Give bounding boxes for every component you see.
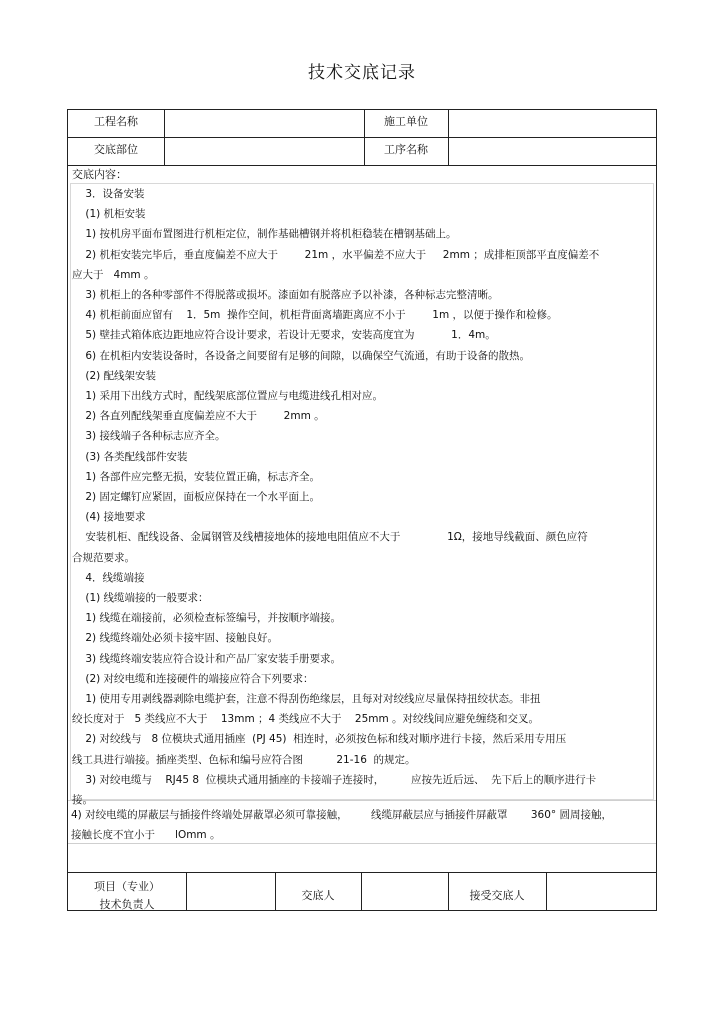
handover-person-label: 交底人: [301, 889, 335, 902]
process-name-value[interactable]: [452, 143, 652, 161]
content-line: 2) 各直列配线架垂直度偏差应不大于 2mm 。: [72, 410, 325, 423]
content-line: 应大于 4mm 。: [72, 268, 155, 281]
construction-unit-value[interactable]: [452, 115, 652, 133]
content-line: 安装机柜、配线设备、金属钢管及线槽接地体的接地电阻值应不大于 1Ω，接地导线截面、颜色应符: [72, 531, 588, 544]
content-line: 2) 线缆终端处必须卡接牢固、接触良好。: [72, 632, 278, 645]
content-line: 合规范要求。: [72, 551, 135, 564]
content-line: 3) 接线端子各种标志应齐全。: [72, 430, 226, 443]
content-line: 线工具进行端接。插座类型、色标和编号应符合图 21-16 的规定。: [72, 753, 416, 766]
receiver-label: 接受交底人: [469, 889, 525, 902]
row-divider: [68, 872, 656, 873]
content-line: 1) 按机房平面布置图进行机柜定位，制作基础槽钢并将机柜稳装在槽钢基础上。: [72, 228, 457, 241]
col-divider: [164, 110, 165, 165]
handover-person-signature[interactable]: [365, 880, 445, 906]
content-line: 1) 线缆在端接前，必须检查标签编号，并按顺序端接。: [72, 612, 341, 625]
col-divider: [546, 872, 547, 910]
content-line: 1) 使用专用剥线器剥除电缆护套，注意不得刮伤绝缘层，且每对对绞线应尽量保持扭绞状态。非扭: [72, 693, 541, 705]
handover-part-value[interactable]: [168, 143, 360, 161]
content-line: (4) 接地要求: [72, 511, 146, 524]
tech-lead-label-line2: 技术负责人: [99, 898, 155, 911]
content-line: (1) 线缆端接的一般要求：: [72, 592, 209, 604]
content-line: 6) 在机柜内安装设备时，各设备之间要留有足够的间隙，以确保空气流通，有助于设备的散热。: [72, 349, 530, 362]
content-line: 4) 机柜前面应留有 1．5m 操作空间，机柜背面离墙距离应不小于 1m ，以便于操作和检修。: [72, 309, 558, 322]
process-name-label: 工序名称: [384, 143, 428, 156]
content-line: 3．设备安装: [72, 188, 145, 200]
construction-unit-label: 施工单位: [384, 115, 428, 128]
content-line: 3) 线缆终端安装应符合设计和产品厂家安装手册要求。: [72, 652, 341, 665]
col-divider: [448, 110, 449, 165]
content-line: 1) 采用下出线方式时，配线架底部位置应与电缆进线孔相对应。: [72, 390, 383, 402]
content-line: 绞长度对于 5 类线应不大于 13mm ；4 类线应不大于 25mm 。对绞线间应避免缠绕和交叉。: [72, 713, 540, 726]
note-line: 4) 对绞电缆的屏蔽层与插接件终端处屏蔽罩必须可靠接触， 线缆屏蔽层应与插接件屏蔽罩 360° 圆周接触，: [71, 809, 612, 821]
content-line: (2) 配线架安装: [72, 369, 157, 382]
receiver-signature[interactable]: [550, 880, 650, 906]
project-name-label: 工程名称: [94, 115, 138, 128]
content-line: 5) 壁挂式箱体底边距地应符合设计要求，若设计无要求，安装高度宜为 1．4m。: [72, 329, 496, 342]
content-line: 3) 机柜上的各种零部件不得脱落或损坏。漆面如有脱落应予以补漆，各种标志完整清晰。: [72, 289, 499, 301]
content-line: 2) 机柜安装完毕后，垂直度偏差不应大于 21m ，水平偏差不应大于 2mm ；成排柜顶部平直度偏差不: [72, 248, 600, 261]
content-line: 2) 固定螺钉应紧固，面板应保持在一个水平面上。: [72, 491, 320, 503]
note-line: 接触长度不宜小于 lOmm 。: [71, 829, 221, 841]
project-name-value[interactable]: [168, 115, 360, 133]
content-line: (1) 机柜安装: [72, 208, 146, 221]
content-line: (2) 对绞电缆和连接硬件的端接应符合下列要求：: [72, 672, 314, 685]
content-line: 3) 对绞电缆与 RJ45 8 位模块式通用插座的卡接端子连接时， 应按先近后远、 先下后上的顺序进行卡: [72, 773, 597, 786]
col-divider: [186, 872, 187, 910]
tech-lead-label-line1: 项目（专业）: [94, 880, 160, 893]
tech-lead-signature[interactable]: [190, 880, 270, 906]
content-line: (3) 各类配线部件安装: [72, 450, 188, 463]
content-line: 4．线缆端接: [72, 571, 145, 584]
row-divider: [68, 137, 656, 138]
content-line: 接。: [72, 794, 93, 806]
page-title: 技术交底记录: [308, 63, 416, 83]
content-line: 2) 对绞线与 8 位模块式通用插座 (PJ 45) 相连时，必须按色标和线对顺序进行卡接，然后采用专用压: [72, 733, 567, 746]
row-divider: [68, 165, 656, 166]
handover-part-label: 交底部位: [94, 143, 138, 156]
content-line: 1) 各部件应完整无损，安装位置正确，标志齐全。: [72, 470, 320, 483]
col-divider: [361, 872, 362, 910]
content-label: 交底内容：: [72, 168, 127, 181]
